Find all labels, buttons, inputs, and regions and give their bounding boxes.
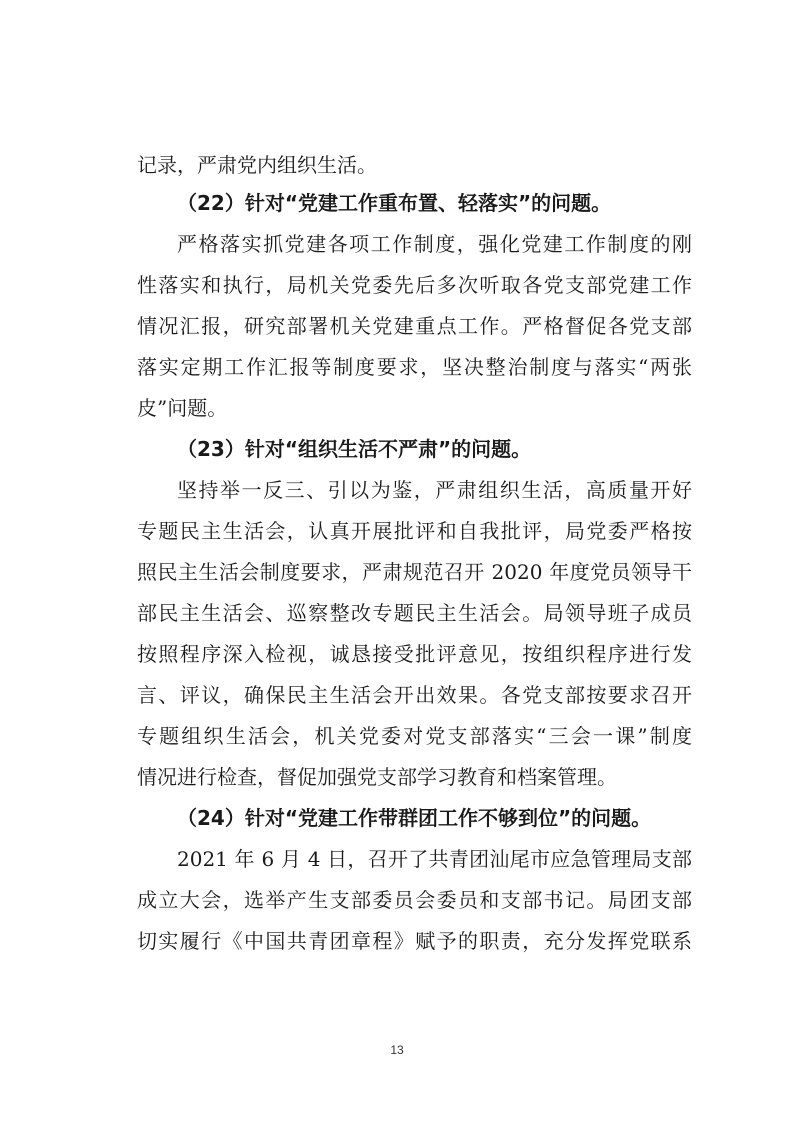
paragraph-line: 坚持举一反三、引以为鉴，严肃组织生活，高质量开好: [177, 478, 692, 502]
section-heading-23: （23）针对“组织生活不严肃”的问题。: [177, 437, 532, 461]
paragraph-line: 切实履行《中国共青团章程》赋予的职责，充分发挥党联系: [137, 929, 692, 953]
section-heading-22: （22）针对“党建工作重布置、轻落实”的问题。: [177, 191, 612, 215]
paragraph-line: 部民主生活会、巡察整改专题民主生活会。局领导班子成员: [137, 601, 692, 625]
paragraph-line: 按照程序深入检视，诚恳接受批评意见，按组织程序进行发: [137, 642, 692, 666]
paragraph-line: 落实定期工作汇报等制度要求，坚决整治制度与落实“两张: [137, 355, 692, 379]
page-number: 13: [390, 1043, 404, 1057]
paragraph-line: 严格落实抓党建各项工作制度，强化党建工作制度的刚: [177, 232, 692, 256]
paragraph-line: 记录，严肃党内组织生活。: [137, 153, 377, 177]
paragraph-line: 言、评议，确保民主生活会开出效果。各党支部按要求召开: [137, 683, 692, 707]
paragraph-line: 情况进行检查，督促加强党支部学习教育和档案管理。: [137, 765, 617, 789]
section-heading-24: （24）针对“党建工作带群团工作不够到位”的问题。: [177, 806, 652, 830]
paragraph-line: 专题民主生活会，认真开展批评和自我批评，局党委严格按: [137, 519, 692, 543]
paragraph-line: 2021 年 6 月 4 日，召开了共青团汕尾市应急管理局支部: [177, 847, 692, 871]
paragraph-line: 照民主生活会制度要求，严肃规范召开 2020 年度党员领导干: [137, 560, 692, 584]
paragraph-line: 皮”问题。: [137, 396, 228, 420]
paragraph-line: 性落实和执行，局机关党委先后多次听取各党支部党建工作: [137, 273, 692, 297]
paragraph-line: 情况汇报，研究部署机关党建重点工作。严格督促各党支部: [137, 314, 692, 338]
paragraph-line: 成立大会，选举产生支部委员会委员和支部书记。局团支部: [137, 888, 692, 912]
paragraph-line: 专题组织生活会，机关党委对党支部落实“三会一课”制度: [137, 724, 692, 748]
